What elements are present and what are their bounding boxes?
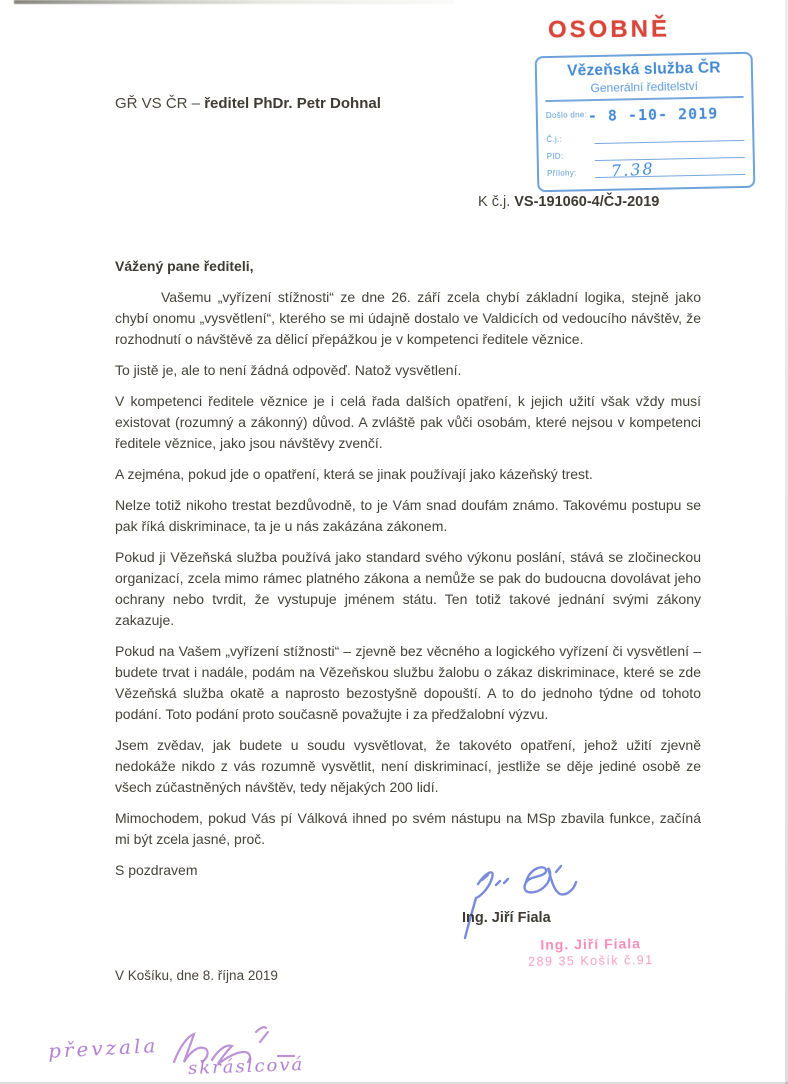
recipient-name: ředitel PhDr. Petr Dohnal (204, 95, 381, 112)
salutation: Vážený pane řediteli, (115, 258, 254, 274)
name-stamp-line1: Ing. Jiří Fiala (540, 935, 642, 953)
classification-mark: OSOBNĚ (547, 15, 671, 44)
letter-paragraph: Pokud ji Vězeňská služba používá jako standard svého výkonu poslání, stává se zločineckou organizací, zcela mimo rámec platného zákona a nemůže se pak do budoucna dovolávat jeho ochrany nebo tvrdit, že vystupuje jménem státu. Ten totiž takové jednání svými zákony zakazuje. (115, 549, 701, 628)
letter-paragraph: V kompetenci ředitele věznice je i celá řada dalších opatření, k jejich užití však vždy musí existovat (rozumný a zákonný) důvod. A zvláště pak vůči osobám, které nejsou v kompetenci ředitele věznice, jako jsou návštěvy zvenčí. (115, 393, 701, 451)
closing-line: S pozdravem (115, 862, 198, 878)
stamp-label-pid: PID: (546, 151, 564, 162)
letter-paragraph: Jsem zvědav, jak budete u soudu vysvětlovat, že takovéto opatření, jehož užití zjevně nedokáže nikdo z vás rozumně vysvětlit, není diskriminací, jestliže se děje jediné osobě ze všech zúčastněných návštěv, tedy nějakých 200 lidí. (115, 737, 701, 795)
recipient-prefix: GŘ VS ČR – (115, 95, 205, 112)
stamp-label-prilohy: Přílohy: (546, 168, 577, 179)
letter-paragraph: Nelze totiž nikoho trestat bezdůvodně, to je Vám snad doufám známo. Takovému postupu se pak říká diskriminace, ta je u nás zakázána zákonem. (115, 497, 701, 534)
name-stamp (528, 935, 654, 971)
reference-number: VS-191060-4/ČJ-2019 (514, 194, 660, 210)
registry-stamp-dept: Generální ředitelství (545, 78, 743, 102)
letter-paragraph: A zejména, pokud jde o opatření, která se jinak používají jako kázeňský trest. (115, 466, 593, 482)
stamp-label-doslo-dne: Došlo dne: (545, 110, 588, 121)
stamp-row-prilohy (546, 159, 745, 183)
signer-printed-name: Ing. Jiří Fiala (462, 910, 551, 926)
handwritten-word-prevzala: převzala (47, 1033, 159, 1063)
handwritten-signature (448, 852, 598, 942)
reference-number-line (478, 194, 659, 210)
letter-paragraph: Pokud na Vašem „vyřízení stížnosti“ – zjevně bez věcného a logického vyřízení či vysvětlení – budete trvat i nadále, podám na Vězeňskou službu žalobu o zákaz diskriminace, které se zde Vězeňská služba okatě a naprosto bezostyšně dopouští. A to do jednoho týdne od tohoto podání. Toto podání proto současně považujte i za předžalobní výzvu. (115, 643, 701, 722)
letter-paragraph: To jistě je, ale to není žádná odpověď. Natož vysvětlení. (115, 362, 462, 378)
stamp-label-cj: Č.j.: (546, 134, 563, 145)
reference-prefix: K č.j. (478, 194, 515, 210)
stamp-handwritten-prilohy-value: 7.38 (610, 159, 656, 181)
name-stamp-line2: 289 35 Košík č.91 (528, 953, 654, 969)
registry-stamp (535, 52, 756, 193)
letter-paragraph: Vašemu „vyřízení stížnosti“ ze dne 26. září zcela chybí základní logika, stejně jako chybí onomu „vysvětlení“, kterého se mi údajně dostalo ve Valdicích od vedoucího návštěv, že rozhodnutí o návštěvě za dělicí přepážkou je v kompetenci ředitele věznice. (115, 289, 701, 347)
handwritten-receipt-note (40, 1022, 340, 1084)
letter-body (115, 256, 701, 881)
letter-paragraph: Mimochodem, pokud Vás pí Válková ihned po svém nástupu na MSp zbavila funkce, začíná mi být zcela jasné, proč. (115, 810, 701, 847)
recipient-line (115, 95, 381, 112)
scan-edge-artifact-top (14, 0, 454, 4)
stamp-date-value: - 8 -10- 2019 (587, 104, 719, 126)
handwritten-word-second: skráslcová (187, 1053, 305, 1080)
registry-stamp-fields (546, 104, 746, 183)
paragraphs-container (115, 287, 701, 850)
stamp-blank-line (594, 140, 744, 144)
place-date-line: V Košíku, dne 8. října 2019 (115, 968, 278, 983)
registry-stamp-org: Vězeňská služba ČR (566, 59, 721, 80)
